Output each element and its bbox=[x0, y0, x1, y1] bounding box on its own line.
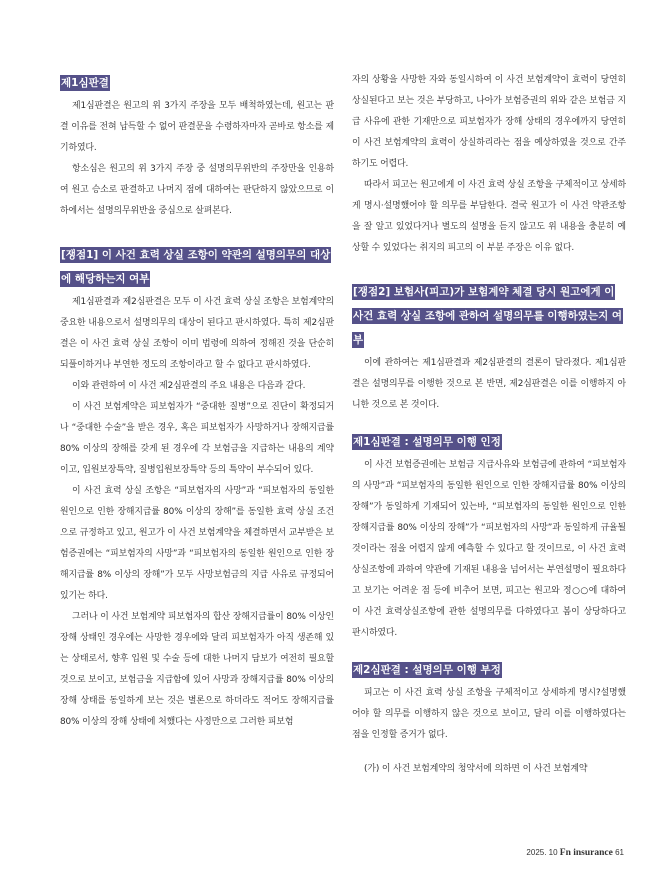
section-heading-issue-2: [쟁점2] 보험사(피고)가 보험계약 체결 당시 원고에게 이 사건 효력 상실 조항에 관하여 설명의무를 이행하였는지 여부 bbox=[353, 286, 623, 346]
paragraph: 따라서 피고는 원고에게 이 사건 효력 상실 조항을 구체적이고 상세하게 명시·설명했어야 할 의무를 부담한다. 결국 원고가 이 사건 약관조항을 잘 알고 있었다거나 별도의 설명을 듣지 않고도 위 내용을 충분히 예상할 수 있었다는 취지의 피고의 이 부분 주장은 이유 없다. bbox=[352, 180, 626, 253]
paragraph: (가) 이 사건 보험계약의 청약서에 의하면 이 사건 보험계약 bbox=[364, 764, 588, 774]
paragraph: 이 사건 보험증권에는 보험금 지급사유와 보험금에 관하여 “피보험자의 사망”과 “피보험자의 동일한 원인으로 인한 장해지급률 80% 이상의 장해”가 동일하게 기재되어 있는바, “피보험자의 동일한 원인으로 인한 장해지급률 80% 이상의 장해”가 “피보험자의 사망”과 동일하게 규율될 것이라는 점을 어렵지 않게 예측할 수 있다고 할 것이므로, 이 사건 효력 상실조항에 과하여 약관에 기재된 내용을 넘어서는 부연설명이 필요하다고 보기는 어려운 점 등에 비추어 보면, 피고는 원고와 정○○에 대하여 이 사건 효력상실조항에 관한 설명의무를 다하였다고 봄이 상당하다고 판시하였다. bbox=[352, 460, 626, 638]
paragraph: 피고는 이 사건 효력 상실 조항을 구체적이고 상세하게 명시?설명했어야 할 의무를 이행하지 않은 것으로 보이고, 달리 이를 이행하였다는 점을 인정할 증거가 없다. bbox=[352, 688, 626, 740]
section-heading-issue-1: [쟁점1] 이 사건 효력 상실 조항이 약관의 설명의무의 대상에 해당하는지 여부 bbox=[61, 249, 331, 285]
paragraph: 제1심판결은 원고의 위 3가지 주장을 모두 배척하였는데, 원고는 판결 이유를 전혀 납득할 수 없어 판결문을 수령하자마자 곧바로 항소를 제기하였다. bbox=[60, 101, 334, 153]
paragraph: 자의 상황을 사망한 자와 동일시하여 이 사건 보험계약이 효력이 당연히 상실된다고 보는 것은 부당하고, 나아가 보험증권의 위와 같은 보험금 지급 사유에 관한 기재만으로 피보험자가 장해 상태의 경우에까지 당연히 이 사건 보험계약의 효력이 상실하리라는 점을 예상하였을 것으로 간주하기도 어렵다. bbox=[352, 75, 626, 169]
paragraph: 항소심은 원고의 위 3가지 주장 중 설명의무위반의 주장만을 인용하여 원고 승소로 판결하고 나머지 점에 대하여는 판단하지 않았으므로 이하에서는 설명의무위반을 중심으로 살펴본다. bbox=[60, 164, 334, 216]
right-column bbox=[352, 70, 626, 780]
footer-brand: Fn insurance bbox=[559, 848, 613, 858]
paragraph: 이에 관하여는 제1심판결과 제2심판결의 결론이 달라졌다. 제1심판결은 설명의무를 이행한 것으로 본 반면, 제2심판결은 이를 이행하지 아니한 것으로 본 것이다. bbox=[352, 358, 626, 410]
section-heading-first-instance-ruling: 제1심판결 : 설명의무 이행 인정 bbox=[353, 436, 501, 448]
paragraph: 이와 관련하여 이 사건 제2심판결의 주요 내용은 다음과 같다. bbox=[72, 381, 306, 391]
page-footer bbox=[526, 848, 624, 858]
paragraph: 그러나 이 사건 보험계약 피보험자의 합산 장해지급률이 80% 이상인 장해 상태인 경우에는 사망한 경우에와 달리 피보험자가 아직 생존해 있는 상태로서, 향후 입원 및 수술 등에 대한 나머지 담보가 여전히 필요할 것으로 보이고, 보험금을 지급함에 있어 사망과 장해지급률 80% 이상의 장해 상태를 동일하게 보는 것은 별론으로 하더라도 적어도 장해지급률 80% 이상의 장해 상태에 처했다는 사정만으로 그러한 피보험 bbox=[60, 612, 334, 727]
left-column bbox=[60, 70, 334, 733]
section-heading-first-instance: 제1심판결 bbox=[61, 77, 109, 89]
paragraph: 이 사건 보험계약은 피보험자가 “중대한 질병”으로 진단이 확정되거나 “중대한 수술”을 받은 경우, 혹은 피보험자가 사망하거나 장해지급률 80% 이상의 장해를 갖게 된 경우에 각 보험금을 지급하는 내용의 계약이고, 입원보장특약, 질병입원보장특약 등의 특약이 부수되어 있다. bbox=[60, 402, 334, 475]
paragraph: 제1심판결과 제2심판결은 모두 이 사건 효력 상실 조항은 보험계약의 중요한 내용으로서 설명의무의 대상이 된다고 판시하였다. 특히 제2심판결은 이 사건 효력 상실 조항이 이미 법령에 의하여 정해진 것을 단순히 되풀이하거나 부연한 정도의 조항이라고 할 수 없다고 판시하였다. bbox=[60, 297, 334, 370]
section-heading-second-instance-ruling: 제2심판결 : 설명의무 이행 부정 bbox=[353, 664, 501, 676]
paragraph: 이 사건 효력 상실 조항은 “피보험자의 사망”과 “피보험자의 동일한 원인으로 인한 장해지급률 80% 이상의 장해”를 동일한 효력 상실 조건으로 규정하고 있고, 원고가 이 사건 보험계약을 체결하면서 교부받은 보험증권에는 “피보험자의 사망”과 “피보험자의 동일한 원인으로 인한 장해지급률 8% 이상의 장해”가 모두 사망보험금의 지급 사유로 규정되어 있기는 하다. bbox=[60, 486, 334, 601]
footer-date: 2025. 10 bbox=[526, 848, 558, 857]
page-number: 61 bbox=[615, 848, 624, 857]
